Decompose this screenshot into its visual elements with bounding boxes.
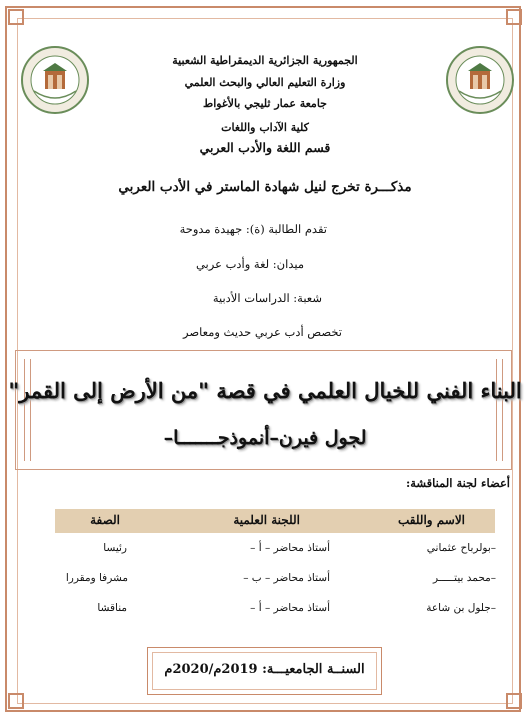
committee-heading: أعضاء لجنة المناقشة: (406, 476, 510, 490)
member-role: رئيسا (103, 542, 127, 554)
column-header-rank: اللجنة العلمية (233, 513, 300, 527)
specialty-line: تخصص أدب عربي حديث ومعاصر (183, 325, 342, 339)
member-role: مناقشا (97, 602, 127, 614)
field-line: ميدان: لغة وأدب عربي (195, 257, 304, 271)
corner-ornament (8, 693, 24, 709)
corner-ornament (506, 9, 522, 25)
academic-year: السنــة الجامعيـــة: 2019م/2020م (164, 662, 365, 677)
header-university: جامعة عمار ثليجي بالأغواط (203, 97, 327, 110)
corner-ornament (8, 9, 24, 25)
member-rank: أستاذ محاضر – ب – (243, 572, 330, 584)
thesis-title-line2: لجول فيرن–أنموذجـــــــا– (163, 427, 367, 449)
column-header-role: الصفة (90, 513, 120, 527)
member-rank: أستاذ محاضر – أ – (250, 542, 330, 554)
header-department: قسم اللغة والأدب العربي (199, 140, 331, 155)
thesis-title-line1: البناء الفني للخيال العلمي في قصة "من الأرض إلى القمر" (8, 378, 522, 403)
member-role: مشرفا ومقررا (65, 572, 128, 584)
header-faculty: كلية الآداب واللغات (221, 121, 309, 134)
column-header-name: الاسم واللقب (397, 513, 465, 527)
header-ministry: وزارة التعليم العالي والبحث العلمي (184, 76, 346, 89)
corner-ornament (506, 693, 522, 709)
member-name: –بولرباح عثماني (426, 542, 496, 554)
member-name: –جلول بن شاعة (426, 602, 496, 614)
member-rank: أستاذ محاضر – أ – (250, 602, 330, 614)
branch-line: شعبة: الدراسات الأدبية (212, 291, 322, 305)
header-republic: الجمهورية الجزائرية الديمقراطية الشعبية (172, 54, 358, 67)
title-box (15, 350, 512, 470)
member-name: –محمد بيتـــــر (432, 572, 496, 584)
memo-title: مذكـــرة تخرج لنيل شهادة الماستر في الأدب العربي (118, 179, 412, 195)
committee-table-header (55, 509, 495, 533)
student-name: تقدم الطالبة (ة): جهيدة مدوحة (179, 222, 327, 236)
